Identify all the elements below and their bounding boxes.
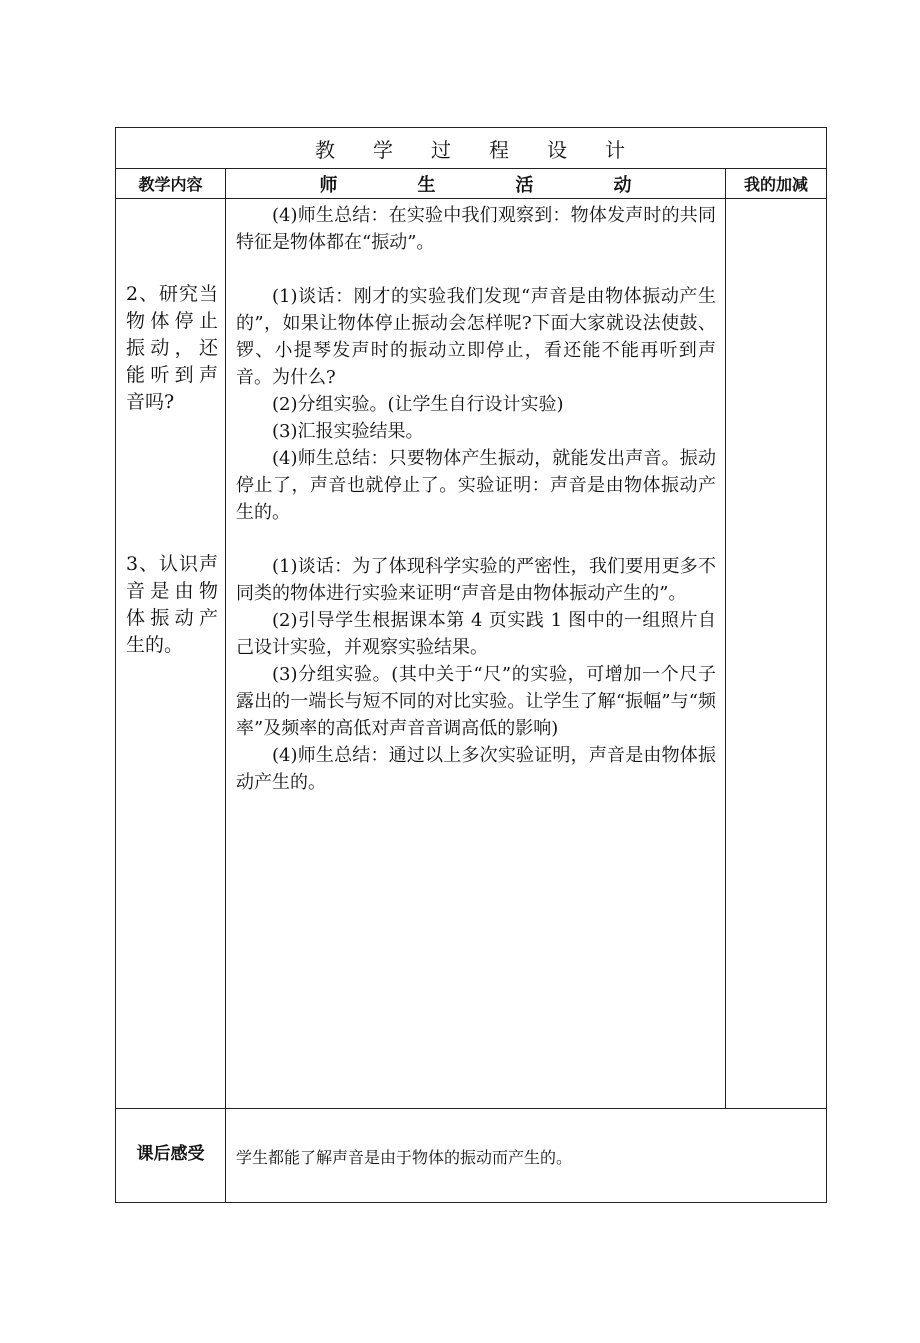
title-char: 教 xyxy=(315,137,337,162)
title-char: 学 xyxy=(373,137,395,162)
title-char: 过 xyxy=(431,137,453,162)
activity-paragraph: (1)谈话：为了体现科学实验的严密性，我们要用更多不同类的物体进行实验来证明“声音是由物体振动产生的”。 xyxy=(236,556,716,604)
activity-column xyxy=(226,199,726,1109)
topic-2: 2、研究当物体停止振动，还能听到声音吗? xyxy=(126,283,218,413)
header-activity-char: 动 xyxy=(613,174,632,196)
header-activity-char: 师 xyxy=(319,174,338,196)
activity-paragraph: (1)谈话：刚才的实验我们发现“声音是由物体振动产生的”，如果让物体停止振动会怎样呢?下面大家就设法使鼓、锣、小提琴发声时的振动立即停止，看还能不能再听到声音。为什么? xyxy=(236,286,716,388)
activity-paragraph: (4)师生总结：通过以上多次实验证明，声音是由物体振动产生的。 xyxy=(236,745,716,793)
title-char: 设 xyxy=(547,137,569,162)
activity-paragraph: (2)引导学生根据课本第 4 页实践 1 图中的一组照片自己设计实验，并观察实验结果。 xyxy=(236,610,716,658)
title-char: 程 xyxy=(489,137,511,162)
activity-paragraph: (4)师生总结：只要物体产生振动，就能发出声音。振动停止了，声音也就停止了。实验证明：声音是由物体振动产生的。 xyxy=(236,448,716,523)
notes-column xyxy=(726,199,827,1109)
header-content: 教学内容 xyxy=(116,169,226,199)
header-activity-char: 生 xyxy=(417,174,436,196)
after-class-text: 学生都能了解声音是由于物体的振动而产生的。 xyxy=(226,1109,827,1203)
after-class-label: 课后感受 xyxy=(116,1109,226,1203)
activity-paragraph: (4)师生总结：在实验中我们观察到：物体发声时的共同特征是物体都在“振动”。 xyxy=(236,205,716,253)
activity-paragraph: (2)分组实验。(让学生自行设计实验) xyxy=(272,394,564,415)
header-activity xyxy=(226,169,726,199)
content-column xyxy=(116,199,226,1109)
title-char: 计 xyxy=(605,137,627,162)
header-activity-char: 活 xyxy=(515,174,534,196)
table-title xyxy=(116,128,827,169)
activity-paragraph: (3)分组实验。(其中关于“尺”的实验，可增加一个尺子露出的一端长与短不同的对比实验。让学生了解“振幅”与“频率”及频率的高低对声音音调高低的影响) xyxy=(236,664,716,739)
lesson-process-table xyxy=(115,127,827,1203)
topic-3: 3、认识声音是由物体振动产生的。 xyxy=(126,553,218,656)
activity-paragraph: (3)汇报实验结果。 xyxy=(272,421,424,442)
header-notes: 我的加减 xyxy=(726,169,827,199)
